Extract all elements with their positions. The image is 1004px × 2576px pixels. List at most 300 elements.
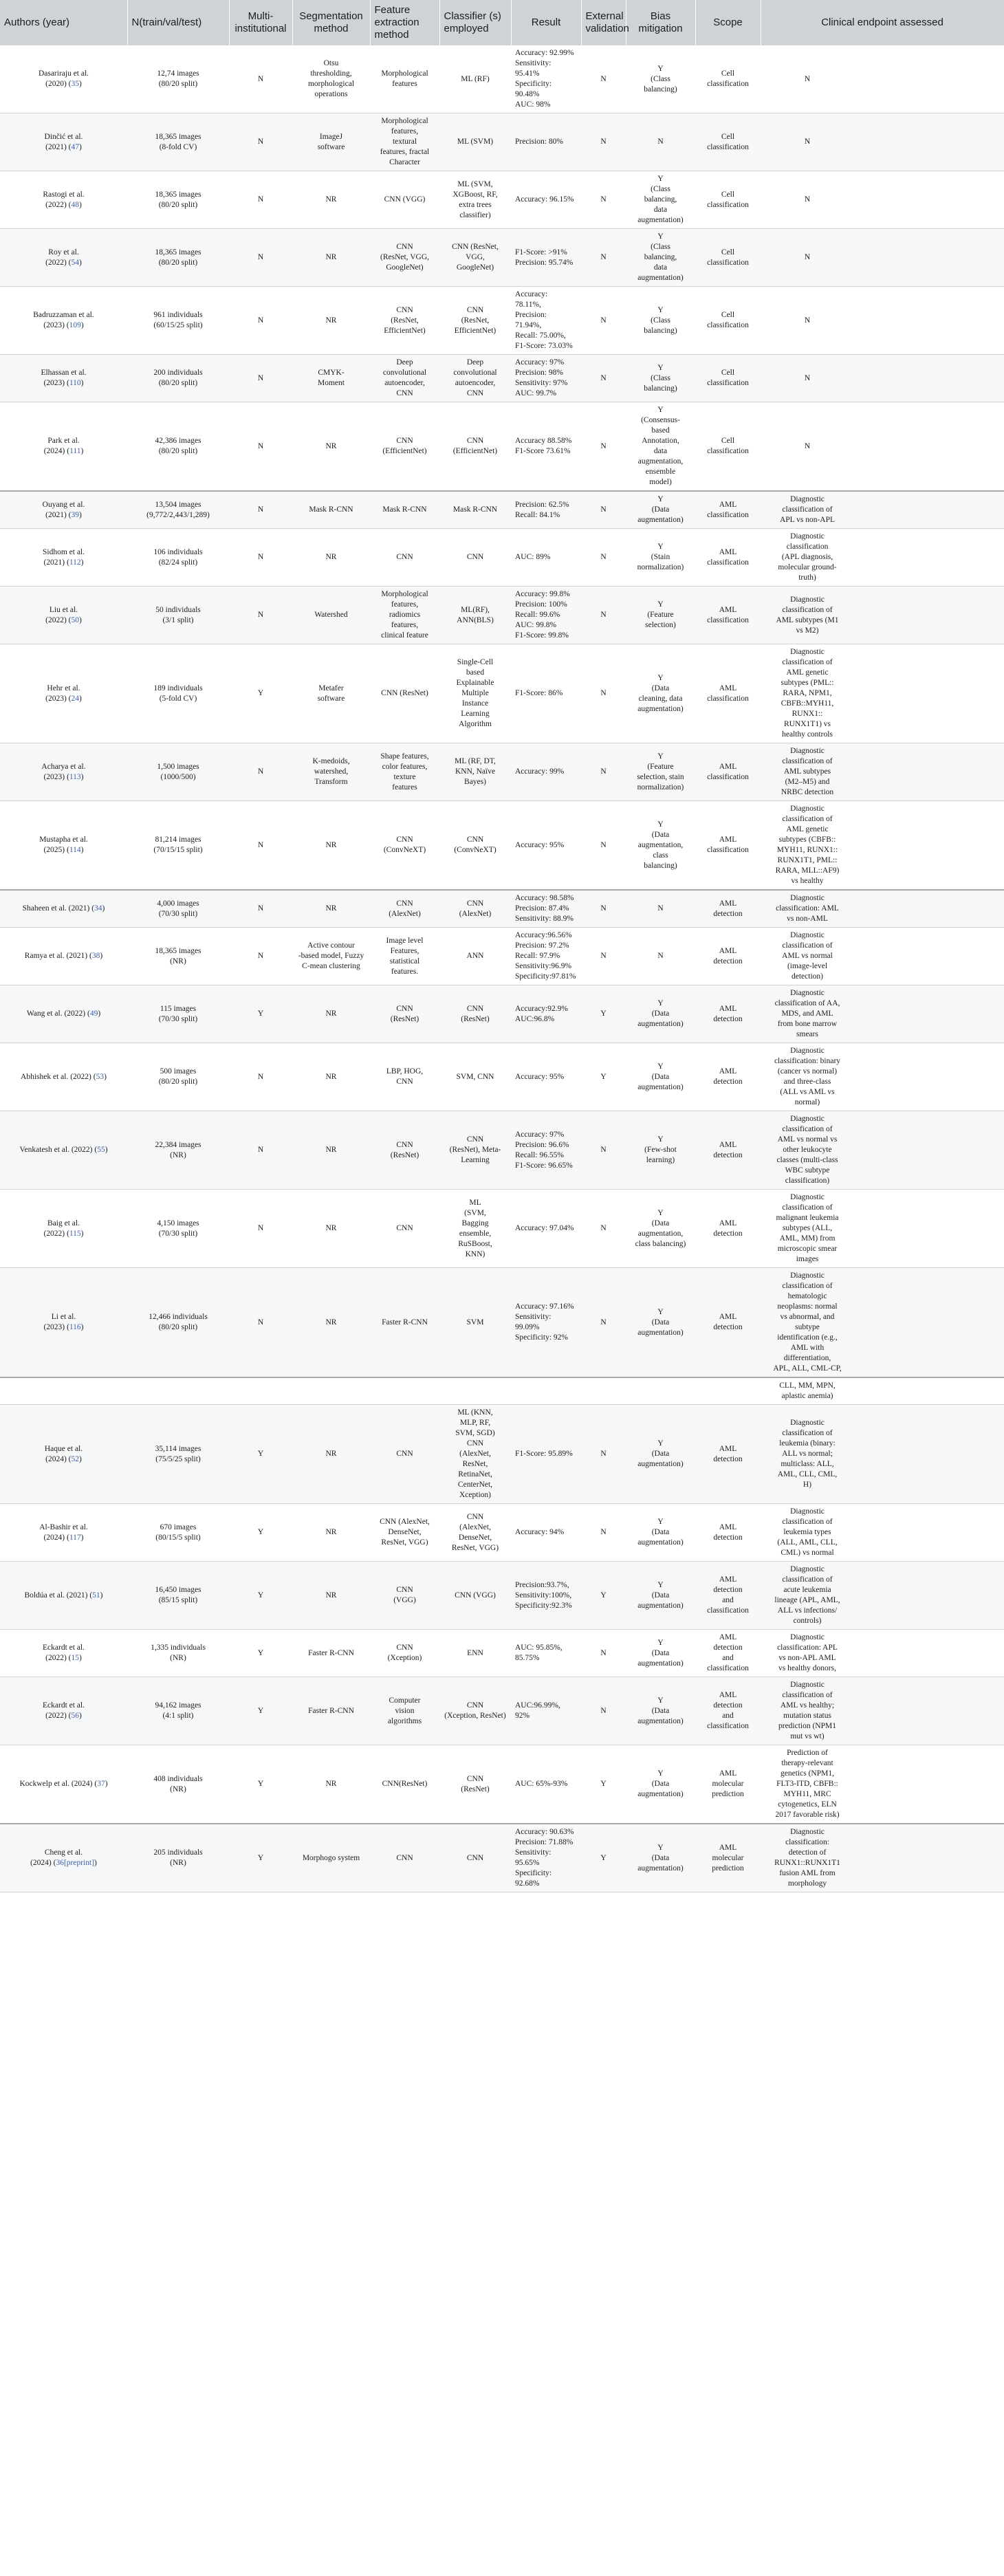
cell-external-validation: N	[600, 253, 607, 261]
cell-sample-size: 670 images (80/15/5 split)	[155, 1522, 201, 1542]
cell-classifier: CNN	[466, 553, 484, 561]
author-text-end: )	[104, 1072, 107, 1081]
cell-clinical-endpoint: Diagnostic classification of hematologic neoplasms: normal vs abnormal, and subtype identification (e.g., AML with differentiation, APL, ALL, CML-CP,	[773, 1271, 842, 1373]
cell-bias-mitigation: Y (Data augmentation)	[637, 1638, 684, 1668]
cell-result: Precision:93.7%, Sensitivity:100%, Specificity:92.3%	[515, 1580, 572, 1610]
cell-bias-mitigation: Y (Data augmentation, class balancing)	[635, 1208, 686, 1248]
cell-segmentation: NR	[325, 195, 337, 204]
cell-bias-mitigation: Y (Data augmentation)	[637, 1307, 684, 1337]
author-text: Li et al. (2023) (	[43, 1313, 76, 1331]
cell-multi-institutional: N	[257, 373, 264, 382]
cell-author	[0, 171, 127, 229]
cell-feature-extraction: CNN	[396, 553, 413, 561]
reference-link[interactable]: 52	[71, 1454, 80, 1463]
cell-multi-institutional: N	[257, 505, 264, 514]
cell-segmentation: Morphogo system	[302, 1853, 360, 1862]
cell-sample-size: 115 images (70/30 split)	[158, 1004, 198, 1023]
table-row	[0, 801, 1004, 891]
cell-clinical-endpoint: Diagnostic classification of leukemia (binary: ALL vs normal; multiclass: ALL, AML, CLL, CML, H)	[777, 1419, 838, 1489]
cell-scope: AML classification	[707, 684, 749, 703]
header-multi-institutional: Multi- institutional	[229, 0, 292, 45]
cell-multi-institutional: N	[257, 952, 264, 960]
cell-feature-extraction: CNN (VGG)	[384, 195, 426, 204]
author-text: Al-Bashir et al. (2024) (	[39, 1522, 88, 1542]
cell-bias-mitigation: Y (Feature selection)	[645, 600, 676, 629]
reference-link[interactable]: 38	[91, 952, 100, 960]
author-text-end: )	[102, 904, 105, 913]
reference-link[interactable]: 50	[71, 615, 80, 624]
cell-clinical-endpoint: Diagnostic classification of AML genetic subtypes (CBFB:: MYH11, RUNX1:: RUNX1T1, PML:: RARA, MLL::AF9) vs healthy	[775, 805, 840, 885]
cell-classifier: SVM, CNN	[456, 1072, 494, 1081]
cell-author	[0, 801, 127, 891]
cell-segmentation: CMYK- Moment	[318, 369, 345, 387]
cell-scope: Cell classification	[707, 132, 749, 151]
reference-link[interactable]: 34	[94, 904, 102, 913]
author-text-end: )	[79, 1454, 82, 1463]
cell-multi-institutional: N	[257, 316, 264, 325]
cell-multi-institutional: N	[257, 1318, 264, 1327]
reference-link[interactable]: 36[preprint]	[56, 1859, 95, 1867]
table-row	[0, 1405, 1004, 1504]
cell-sample-size: 4,000 images (70/30 split)	[157, 899, 199, 918]
cell-external-validation: Y	[600, 1780, 607, 1788]
cell-feature-extraction: LBP, HOG, CNN	[386, 1067, 424, 1086]
cell-sample-size	[127, 1377, 229, 1405]
cell-feature-extraction: Shape features, color features, texture features	[380, 752, 429, 792]
table-row	[0, 355, 1004, 402]
cell-result: Accuracy: 94%	[515, 1528, 565, 1536]
cell-sample-size: 12,466 individuals (80/20 split)	[149, 1313, 208, 1331]
table-row	[0, 1043, 1004, 1111]
cell-result: Accuracy: 97% Precision: 98% Sensitivity: 97% AUC: 99.7%	[515, 358, 568, 397]
table-row	[0, 644, 1004, 743]
author-text: Boldúa et al. (2021) (	[24, 1591, 93, 1600]
cell-feature-extraction: Mask R-CNN	[382, 505, 427, 514]
cell-sample-size: 961 individuals (60/15/25 split)	[153, 311, 203, 329]
author-text-end: )	[79, 510, 82, 519]
cell-sample-size: 35,114 images (75/5/25 split)	[155, 1444, 201, 1463]
cell-scope: Cell classification	[707, 69, 749, 88]
author-text-end: )	[100, 1591, 103, 1600]
table-row	[0, 1562, 1004, 1630]
cell-bias-mitigation	[626, 1377, 695, 1405]
cell-feature-extraction: CNN (ResNet, VGG, GoogleNet)	[380, 243, 430, 272]
cell-classifier: CNN (ConvNeXT)	[454, 836, 496, 854]
cell-feature-extraction: CNN (VGG)	[393, 1586, 416, 1604]
author-text-end: )	[80, 447, 84, 455]
table-row	[0, 1268, 1004, 1378]
cell-bias-mitigation: Y (Data augmentation)	[637, 1580, 684, 1610]
author-text: Ramya et al. (2021) (	[24, 952, 92, 960]
cell-scope: AML detection and classification	[707, 1691, 749, 1730]
cell-result: Accuracy: 98.58% Precision: 87.4% Sensitivity: 88.9%	[515, 894, 574, 923]
cell-segmentation: Watershed	[314, 611, 348, 619]
cell-segmentation: NR	[325, 1780, 337, 1788]
cell-clinical-endpoint: Diagnostic classification of APL vs non-APL	[779, 495, 836, 524]
author-text: Acharya et al. (2023) (	[41, 762, 86, 781]
reference-link[interactable]: 56	[71, 1712, 80, 1720]
cell-clinical-endpoint: Diagnostic classification of AML genetic subtypes (PML:: RARA, NPM1, CBFB::MYH11, RUNX1:: RUNX1T1) vs healthy controls	[781, 648, 834, 739]
author-text: Badruzzaman et al. (2023) (	[33, 311, 94, 329]
cell-author	[0, 113, 127, 171]
cell-multi-institutional: N	[257, 1072, 264, 1081]
cell-result: Accuracy: 90.63% Precision: 71.88% Sensitivity: 95.65% Specificity: 92.68%	[515, 1828, 574, 1888]
cell-sample-size: 4,150 images (70/30 split)	[157, 1219, 199, 1238]
cell-sample-size: 16,450 images (85/15 split)	[155, 1586, 201, 1604]
cell-scope	[695, 1377, 761, 1405]
table-row	[0, 985, 1004, 1043]
author-text-end: )	[79, 694, 82, 703]
cell-sample-size: 205 individuals (NR)	[153, 1848, 203, 1867]
cell-external-validation: N	[600, 195, 607, 204]
cell-scope: AML detection and classification	[707, 1633, 749, 1672]
author-text-end: )	[79, 142, 82, 151]
cell-bias-mitigation: Y (Data augmentation)	[637, 1518, 684, 1547]
reference-link[interactable]: 116	[69, 1323, 81, 1331]
cell-feature-extraction: CNN (ResNet)	[390, 1004, 419, 1023]
cell-segmentation: Faster R-CNN	[308, 1648, 354, 1657]
author-text-end: )	[80, 558, 84, 567]
cell-sample-size: 500 images (80/20 split)	[158, 1067, 198, 1086]
reference-link[interactable]: 24	[71, 694, 80, 703]
header-clinical-endpoint: Clinical endpoint assessed	[761, 0, 1004, 45]
cell-bias-mitigation: Y (Data augmentation)	[637, 1769, 684, 1798]
cell-author	[0, 287, 127, 355]
cell-bias-mitigation: Y (Class balancing)	[644, 363, 677, 393]
author-text-end: )	[100, 952, 103, 960]
cell-segmentation: NR	[325, 1146, 337, 1154]
cell-classifier: CNN (ResNet, VGG, GoogleNet)	[452, 243, 499, 272]
table-row	[0, 113, 1004, 171]
cell-bias-mitigation: Y (Data augmentation, class balancing)	[637, 820, 684, 870]
cell-multi-institutional: Y	[257, 1591, 264, 1600]
cell-feature-extraction: CNN (ResNet)	[381, 689, 428, 697]
table-row	[0, 1190, 1004, 1268]
header-row	[0, 0, 1004, 45]
cell-scope: AML detection	[713, 1444, 743, 1463]
cell-classifier: CNN (Xception, ResNet)	[444, 1701, 506, 1720]
reference-link[interactable]: 117	[69, 1533, 81, 1542]
cell-multi-institutional: N	[257, 195, 264, 204]
cell-bias-mitigation: Y (Stain normalization)	[637, 543, 684, 571]
cell-result: Accuracy: 95%	[515, 1072, 565, 1081]
author-text-end: )	[80, 1323, 84, 1331]
cell-scope: AML classification	[707, 547, 749, 567]
cell-scope: AML classification	[707, 762, 749, 781]
cell-author	[0, 1190, 127, 1268]
cell-clinical-endpoint: Diagnostic classification of leukemia types (ALL, AML, CLL, CML) vs normal	[777, 1507, 838, 1557]
table-row	[0, 491, 1004, 529]
cell-multi-institutional: N	[257, 74, 264, 83]
reference-link[interactable]: 112	[69, 558, 81, 567]
cell-author	[0, 355, 127, 402]
cell-clinical-endpoint: Diagnostic classification: AML vs non-AML	[776, 894, 839, 923]
reference-link[interactable]: 113	[69, 772, 81, 781]
reference-link[interactable]: 114	[69, 846, 81, 854]
cell-feature-extraction: CNN (ConvNeXT)	[383, 836, 426, 854]
table-row	[0, 287, 1004, 355]
cell-feature-extraction: CNN (ResNet, EfficientNet)	[384, 305, 426, 335]
cell-author	[0, 1377, 127, 1405]
reference-link[interactable]: 111	[69, 447, 81, 455]
cell-author	[0, 45, 127, 113]
cell-segmentation: NR	[325, 1072, 337, 1081]
header-bias-mitigation: Bias mitigation	[626, 0, 695, 45]
cell-result: AUC: 95.85%, 85.75%	[515, 1644, 563, 1662]
cell-external-validation: N	[600, 553, 607, 561]
cell-feature-extraction: Morphological features	[381, 69, 428, 88]
cell-result: F1-Score: 86%	[515, 689, 563, 697]
table-row	[0, 587, 1004, 644]
cell-segmentation: NR	[325, 1528, 337, 1536]
cell-sample-size: 18,365 images (8-fold CV)	[155, 132, 201, 151]
cell-classifier: Single-Cell based Explainable Multiple Instance Learning Algorithm	[456, 658, 494, 728]
author-text-end: )	[105, 1780, 108, 1788]
cell-author	[0, 928, 127, 985]
cell-classifier: ML (RF)	[461, 74, 490, 83]
cell-clinical-endpoint: Diagnostic classification of AML vs normal vs other leukocyte classes (multi-class WBC subtype classification)	[776, 1115, 838, 1185]
cell-classifier: ML (KNN, MLP, RF, SVM, SGD) CNN (AlexNet, ResNet, RetinaNet, CenterNet, Xception)	[455, 1408, 495, 1499]
cell-author	[0, 1268, 127, 1378]
reference-link[interactable]: 55	[97, 1146, 105, 1154]
cell-bias-mitigation: Y (Data augmentation)	[637, 999, 684, 1028]
author-text: Roy et al. (2022) (	[45, 248, 79, 267]
cell-multi-institutional: Y	[257, 1450, 264, 1458]
cell-multi-institutional: N	[257, 1224, 264, 1232]
cell-classifier: CNN (VGG)	[455, 1591, 496, 1600]
reference-link[interactable]: 37	[97, 1780, 105, 1788]
cell-multi-institutional: N	[257, 904, 264, 913]
cell-classifier: SVM	[466, 1318, 484, 1327]
cell-segmentation: ImageJ software	[317, 132, 345, 151]
cell-external-validation: N	[600, 1146, 607, 1154]
table-row	[0, 171, 1004, 229]
cell-clinical-endpoint: Prediction of therapy-relevant genetics (NPM1, FLT3-ITD, CBFB:: MYH11, MRC cytogenetics, ELN 2017 favorable risk)	[775, 1749, 840, 1819]
cell-bias-mitigation: Y (Few-shot learning)	[644, 1135, 677, 1164]
author-text-end: )	[80, 1229, 84, 1238]
cell-result: Accuracy: 99.8% Precision: 100% Recall: 99.6% AUC: 99.8% F1-Score: 99.8%	[515, 590, 570, 640]
cell-external-validation: N	[600, 373, 607, 382]
cell-scope: AML detection	[713, 1067, 743, 1086]
header-classifier: Classifier (s) employed	[439, 0, 511, 45]
author-text: Sidhom et al. (2021) (	[42, 547, 85, 567]
author-text-end: )	[80, 1533, 84, 1542]
cell-feature-extraction: Image level Features, statistical features.	[386, 936, 424, 976]
table-body	[0, 45, 1004, 1892]
table-row	[0, 928, 1004, 985]
cell-classifier: CNN (ResNet), Meta- Learning	[449, 1135, 501, 1164]
cell-external-validation: N	[600, 767, 607, 776]
cell-segmentation: Mask R-CNN	[309, 505, 353, 514]
reference-link[interactable]: 39	[71, 510, 80, 519]
cell-bias-mitigation: Y (Data augmentation)	[637, 1439, 684, 1468]
author-text-end: )	[80, 846, 84, 854]
cell-feature-extraction: Computer vision algorithms	[387, 1696, 422, 1725]
cell-scope: AML classification	[707, 500, 749, 519]
reference-link[interactable]: 49	[89, 1009, 98, 1018]
author-text: Elhassan et al. (2023) (	[41, 369, 87, 387]
cell-result: Accuracy: 96.15%	[515, 195, 574, 204]
author-text-end: )	[105, 1146, 108, 1154]
cell-classifier: ML(RF), ANN(BLS)	[457, 605, 494, 624]
table-row	[0, 402, 1004, 492]
cell-clinical-endpoint: Diagnostic classification: binary (cancer vs normal) and three-class (ALL vs AML vs normal)	[774, 1047, 841, 1106]
author-text: Eckardt et al. (2022) (	[43, 1701, 85, 1720]
author-text-end: )	[79, 80, 82, 88]
cell-multi-institutional: N	[257, 441, 264, 450]
cell-external-validation: N	[600, 689, 607, 697]
cell-scope: AML detection	[713, 1522, 743, 1542]
cell-multi-institutional: N	[257, 138, 264, 146]
cell-sample-size: 22,384 images (NR)	[155, 1140, 201, 1159]
author-text: Abhishek et al. (2022) (	[21, 1072, 96, 1081]
cell-bias-mitigation: Y (Data augmentation)	[637, 1062, 684, 1091]
reference-link[interactable]: 47	[71, 142, 80, 151]
cell-author	[0, 1630, 127, 1677]
cell-external-validation: N	[600, 1528, 607, 1536]
cell-segmentation: NR	[325, 1591, 337, 1600]
cell-classifier: CNN (ResNet)	[461, 1774, 490, 1793]
cell-author	[0, 1677, 127, 1745]
cell-external-validation: N	[600, 1648, 607, 1657]
reference-link[interactable]: 110	[69, 379, 81, 387]
cell-sample-size: 189 individuals (5-fold CV)	[153, 684, 203, 703]
cell-sample-size: 408 individuals (NR)	[153, 1774, 203, 1793]
cell-bias-mitigation: Y (Data augmentation)	[637, 1843, 684, 1873]
cell-multi-institutional: Y	[257, 1706, 264, 1715]
cell-classifier: CNN	[466, 1853, 484, 1862]
cell-sample-size: 13,504 images (9,772/2,443/1,289)	[146, 500, 210, 519]
author-text-end: )	[80, 321, 84, 329]
cell-clinical-endpoint: N	[804, 316, 811, 325]
cell-feature-extraction: CNN (AlexNet)	[389, 899, 421, 918]
cell-external-validation: N	[600, 74, 607, 83]
cell-multi-institutional: N	[257, 553, 264, 561]
cell-author	[0, 1405, 127, 1504]
reference-link[interactable]: 115	[69, 1229, 81, 1238]
cell-result: F1-Score: 95.89%	[515, 1450, 573, 1458]
cell-bias-mitigation: Y (Data augmentation)	[637, 1696, 684, 1725]
cell-segmentation: NR	[325, 840, 337, 849]
cell-author	[0, 1504, 127, 1562]
cell-author	[0, 985, 127, 1043]
cell-external-validation: Y	[600, 1591, 607, 1600]
cell-classifier: CNN (ResNet)	[461, 1004, 490, 1023]
cell-result	[511, 1377, 581, 1405]
cell-feature-extraction: CNN	[396, 1853, 413, 1862]
reference-link[interactable]: 35	[71, 80, 80, 88]
cell-multi-institutional	[229, 1377, 292, 1405]
author-text: Dasariraju et al. (2020) (	[38, 69, 89, 88]
table-row	[0, 1824, 1004, 1892]
reference-link[interactable]: 51	[92, 1591, 100, 1600]
table-row	[0, 529, 1004, 587]
cell-clinical-endpoint: N	[804, 373, 811, 382]
table-row	[0, 1630, 1004, 1677]
cell-external-validation: N	[600, 1706, 607, 1715]
cell-segmentation: NR	[325, 904, 337, 913]
cell-author	[0, 743, 127, 801]
author-text: Haque et al. (2024) (	[44, 1444, 83, 1463]
table-row	[0, 1677, 1004, 1745]
cell-external-validation: N	[600, 1318, 607, 1327]
author-text-end: )	[79, 258, 82, 267]
cell-bias-mitigation: Y (Class balancing, data augmentation)	[637, 175, 684, 224]
cell-external-validation: N	[600, 138, 607, 146]
author-text: Wang et al. (2022) (	[26, 1009, 90, 1018]
cell-segmentation: NR	[325, 1450, 337, 1458]
cell-segmentation: NR	[325, 441, 337, 450]
cell-sample-size: 12,74 images (80/20 split)	[157, 69, 199, 88]
author-text-end: )	[98, 1009, 101, 1018]
author-text: Hehr et al. (2023) (	[45, 684, 80, 703]
cell-author	[0, 1824, 127, 1892]
header-result: Result	[511, 0, 581, 45]
cell-classifier: ML (RF, DT, KNN, Naïve Bayes)	[455, 757, 496, 786]
cell-multi-institutional: N	[257, 767, 264, 776]
cell-external-validation: N	[600, 904, 607, 913]
cell-bias-mitigation: Y (Class balancing)	[644, 305, 677, 335]
cell-result: Accuracy: 78.11%, Precision: 71.94%, Recall: 75.00%, F1-Score: 73.03%	[515, 290, 573, 350]
author-text: Park et al. (2024) (	[43, 437, 80, 455]
reference-link[interactable]: 48	[71, 200, 80, 209]
author-text-end: )	[80, 379, 84, 387]
header-external-validation: External validation	[581, 0, 626, 45]
cell-multi-institutional: Y	[257, 1648, 264, 1657]
author-text: Cheng et al. (2024) (	[30, 1848, 83, 1867]
cell-feature-extraction: CNN (ResNet)	[390, 1140, 419, 1159]
cell-bias-mitigation: Y (Class balancing, data augmentation)	[637, 232, 684, 282]
reference-link[interactable]: 109	[69, 321, 81, 329]
reference-link[interactable]: 15	[71, 1654, 80, 1662]
cell-classifier: CNN (EfficientNet)	[452, 437, 498, 455]
cell-result: Accuracy:92.9% AUC:96.8%	[515, 1004, 568, 1023]
cell-classifier: CNN (AlexNet)	[459, 899, 492, 918]
cell-classifier: ML (SVM, Bagging ensemble, RuSBoost, KNN)	[458, 1198, 492, 1258]
reference-link[interactable]: 53	[96, 1072, 105, 1081]
cell-author	[0, 1111, 127, 1190]
cell-multi-institutional: N	[257, 611, 264, 619]
cell-scope: AML detection and classification	[707, 1575, 749, 1615]
cell-sample-size: 94,162 images (4:1 split)	[155, 1701, 201, 1720]
cell-scope: Cell classification	[707, 248, 749, 267]
cell-scope: Cell classification	[707, 311, 749, 329]
cell-clinical-endpoint: N	[804, 74, 811, 83]
reference-link[interactable]: 54	[71, 258, 80, 267]
author-text: Eckardt et al. (2022) (	[43, 1644, 85, 1662]
cell-scope: Cell classification	[707, 437, 749, 455]
cell-bias-mitigation: Y (Data augmentation)	[637, 495, 684, 524]
cell-classifier: ML (SVM)	[457, 138, 494, 146]
cell-author	[0, 587, 127, 644]
author-text: Kockwelp et al. (2024) (	[19, 1780, 98, 1788]
cell-classifier: CNN (ResNet, EfficientNet)	[454, 305, 496, 335]
cell-result: Accuracy: 97% Precision: 96.6% Recall: 96.55% F1-Score: 96.65%	[515, 1130, 573, 1170]
cell-multi-institutional: Y	[257, 1528, 264, 1536]
cell-clinical-endpoint: N	[804, 253, 811, 261]
cell-external-validation: Y	[600, 1853, 607, 1862]
author-text-end: )	[79, 615, 82, 624]
cell-multi-institutional: Y	[257, 1853, 264, 1862]
cell-sample-size: 18,365 images (80/20 split)	[155, 190, 201, 209]
cell-classifier: CNN (AlexNet, DenseNet, ResNet, VGG)	[451, 1512, 499, 1552]
cell-segmentation: Faster R-CNN	[308, 1706, 354, 1715]
table-row	[0, 1111, 1004, 1190]
cell-clinical-endpoint: Diagnostic classification of malignant leukemia subtypes (ALL, AML, MM) from microscopic smear images	[776, 1193, 839, 1263]
author-text: Dinčić et al. (2021) (	[44, 132, 83, 151]
cell-author	[0, 1562, 127, 1630]
cell-author	[0, 229, 127, 287]
